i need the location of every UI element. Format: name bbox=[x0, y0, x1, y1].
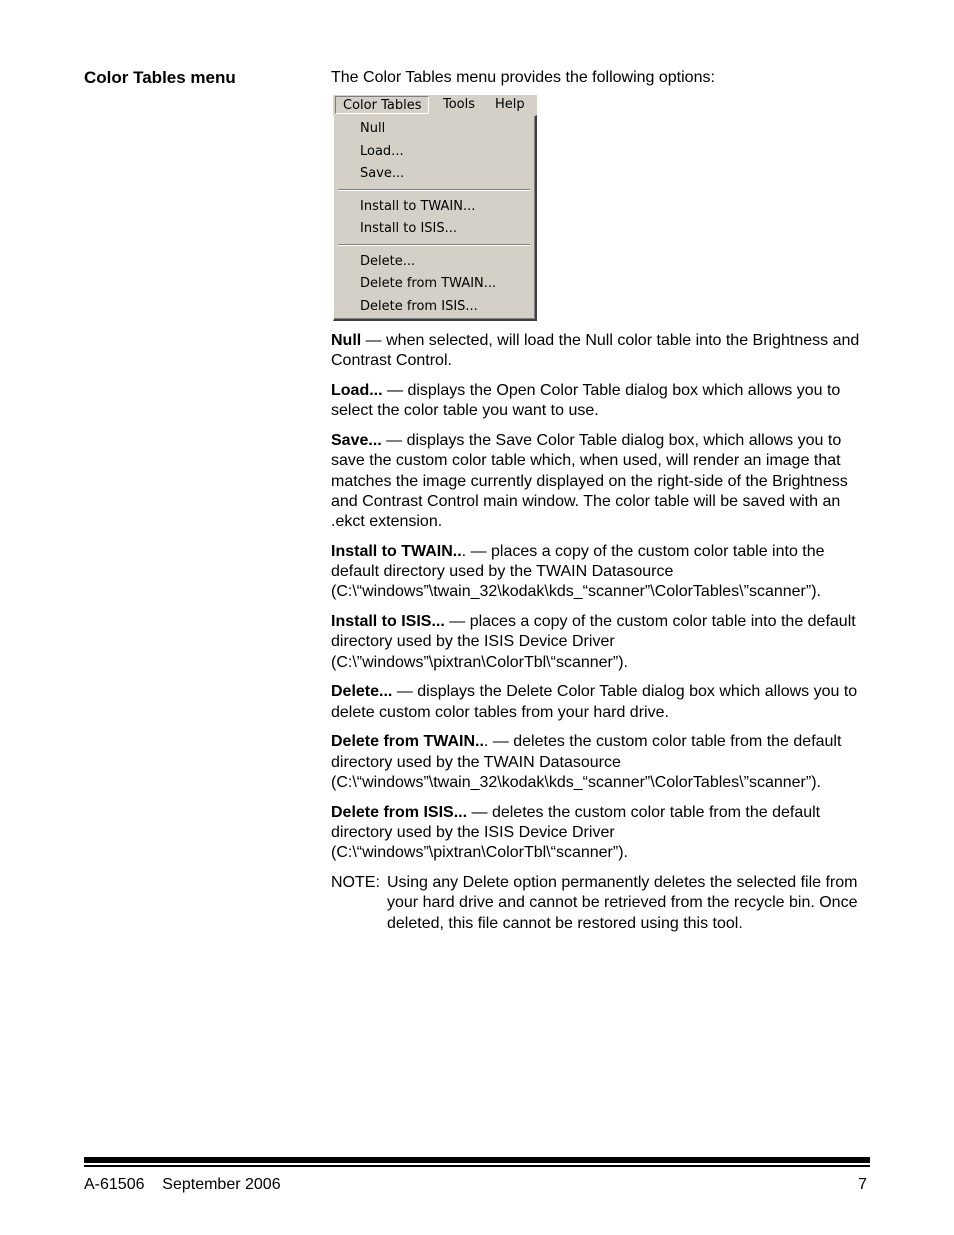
option-description: — displays the Save Color Table dialog box, which allows you to save the custom color table which, when used, will render an image that matches the image currently displayed on the right-side of the Brightness and Contrast Control main window. The color table will be saved with an .ekct extension. bbox=[331, 431, 848, 531]
option-description: — displays the Delete Color Table dialog box which allows you to delete custom color tables from your hard drive. bbox=[331, 683, 858, 721]
option-term-suffix: . bbox=[461, 542, 467, 560]
menu-item-save: Save... bbox=[360, 166, 405, 181]
option-term: Save... bbox=[331, 431, 382, 449]
menu-item-null: Null bbox=[360, 121, 386, 136]
menu-separator bbox=[338, 189, 530, 191]
note-text: Using any Delete option permanently deletes the selected file from your hard drive and cannot be retrieved from the recycle bin. Once deleted, this file cannot be restored using this tool. bbox=[387, 873, 858, 932]
color-tables-menu-screenshot bbox=[333, 95, 538, 322]
intro-text: The Color Tables menu provides the following options: bbox=[331, 69, 715, 86]
option-delete-isis bbox=[331, 803, 871, 864]
option-install-twain bbox=[331, 542, 871, 603]
option-description: — displays the Open Color Table dialog box which allows you to select the color table you want to use. bbox=[331, 381, 841, 420]
option-null bbox=[331, 331, 871, 372]
footer-doc-id: A-61506 bbox=[84, 1176, 145, 1193]
menu-item-delete-twain: Delete from TWAIN... bbox=[360, 276, 497, 291]
footer-date: September 2006 bbox=[162, 1176, 281, 1193]
color-tables-dropdown bbox=[333, 115, 537, 321]
page-number: 7 bbox=[858, 1176, 867, 1193]
menu-item-delete-isis: Delete from ISIS... bbox=[360, 299, 478, 314]
menu-item-install-twain: Install to TWAIN... bbox=[360, 199, 476, 214]
footer-doc-info bbox=[84, 1176, 281, 1194]
option-term: Load... bbox=[331, 381, 383, 399]
option-term: Delete from ISIS... bbox=[331, 803, 468, 821]
option-load bbox=[331, 381, 871, 422]
option-description: — places a copy of the custom color table into the default directory used by the TWAIN Datasource (C:\“windows”\twain_32\kodak\kds_“scanner”\ColorTables\”scanner”). bbox=[331, 542, 825, 601]
option-descriptions bbox=[331, 331, 871, 934]
option-term: Null bbox=[331, 332, 362, 349]
note bbox=[331, 873, 871, 934]
option-term: Delete from TWAIN.. bbox=[331, 733, 484, 751]
option-description: — when selected, will load the Null color table into the Brightness and Contrast Control. bbox=[331, 332, 860, 370]
menu-item-install-isis: Install to ISIS... bbox=[360, 221, 458, 236]
footer-rule bbox=[84, 1157, 870, 1163]
option-term: Install to TWAIN.. bbox=[331, 542, 462, 560]
menu-item-delete: Delete... bbox=[360, 254, 416, 269]
menu-bar bbox=[333, 95, 537, 115]
option-delete bbox=[331, 682, 871, 723]
note-label: NOTE: bbox=[331, 873, 380, 891]
menu-help: Help bbox=[495, 97, 525, 112]
option-delete-twain bbox=[331, 732, 871, 793]
option-term: Delete... bbox=[331, 683, 393, 701]
option-description: — deletes the custom color table from the default directory used by the ISIS Device Driver (C:\“windows”\pixtran\ColorTbl\“scanner”). bbox=[331, 803, 821, 862]
option-install-isis bbox=[331, 612, 871, 673]
menu-item-load: Load... bbox=[360, 144, 404, 159]
option-description: — places a copy of the custom color table into the default directory used by the ISIS Device Driver (C:\”windows”\pixtran\ColorTbl\“scanner”). bbox=[331, 613, 856, 671]
menu-tools: Tools bbox=[443, 97, 476, 112]
footer-rule bbox=[84, 1165, 870, 1167]
option-term: Install to ISIS... bbox=[331, 613, 445, 631]
option-term-suffix: . bbox=[483, 733, 489, 751]
menu-color-tables: Color Tables bbox=[335, 96, 429, 114]
menu-separator bbox=[338, 244, 530, 246]
section-heading: Color Tables menu bbox=[84, 68, 236, 87]
option-description: — deletes the custom color table from the default directory used by the TWAIN Datasource (C:\“windows”\twain_32\kodak\kds_“scanner”\ColorTables\”scanner”). bbox=[331, 733, 842, 791]
option-save bbox=[331, 431, 871, 532]
